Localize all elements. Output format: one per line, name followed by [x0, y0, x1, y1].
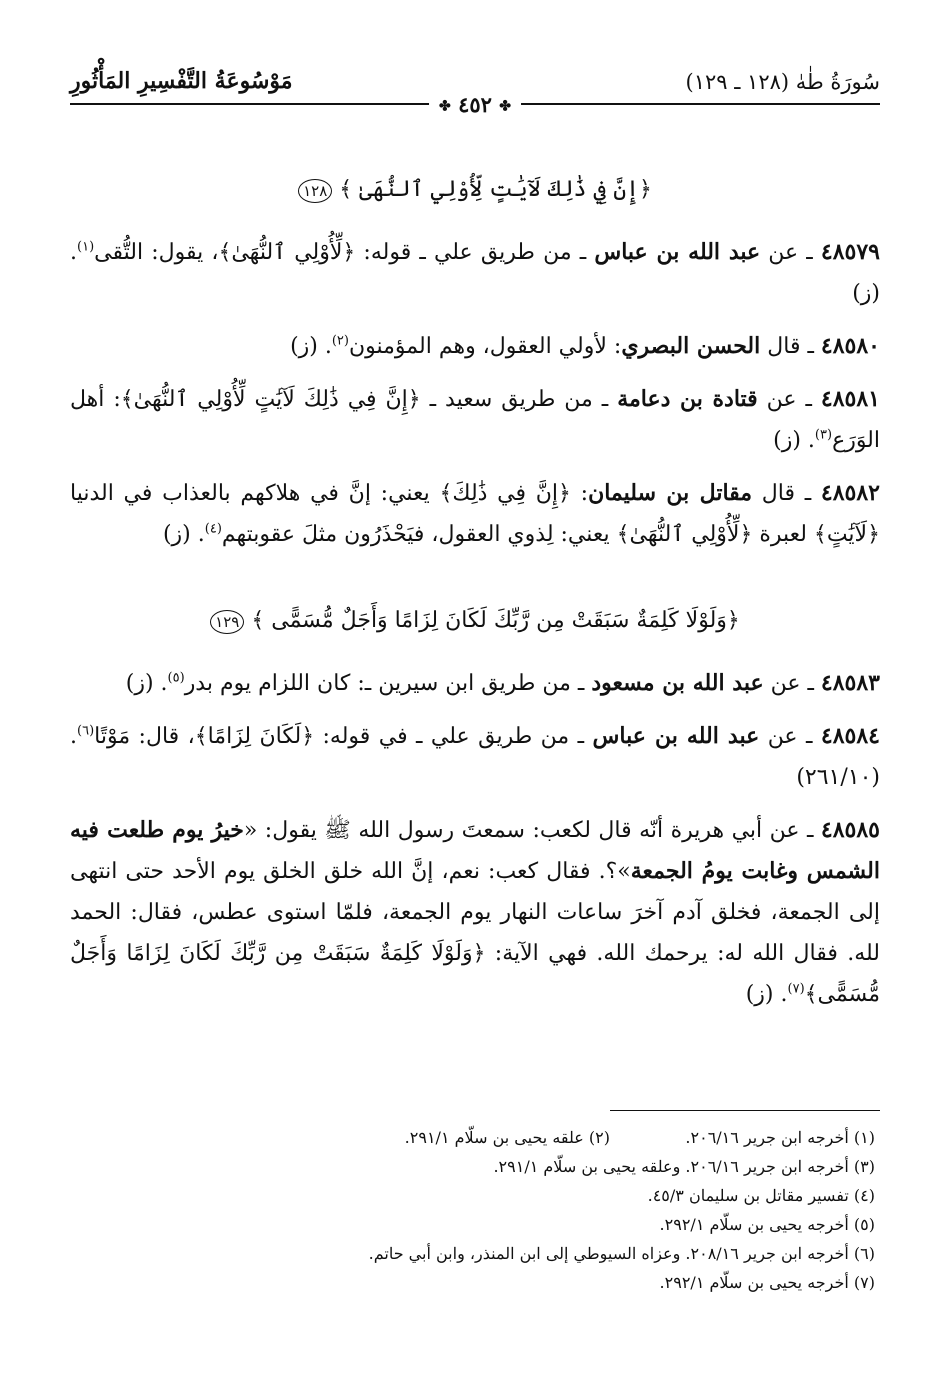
- entry: ٤٨٥٨٤ ـ عن عبد الله بن عباس ـ من طريق علي ـ في قوله: ﴿لَكَانَ لِزَامًا﴾، قال: مَوْتًا$^{(٦)}$. (٢٦١/١٠): [70, 723, 880, 790]
- entry: ٤٨٥٨١ ـ عن قتادة بن دعامة ـ من طريق سعيد ـ ﴿إِنَّ فِي ذَٰلِكَ لَآيَٰتٍ لِّأُوْلِي ٱلنُّهَىٰ﴾: أهل الوَرَع$^{(٣)}$. (ز): [70, 386, 880, 453]
- page-number-box: [429, 92, 521, 117]
- footnote-ref: (٦): [77, 723, 95, 739]
- footnote: (١) أخرجه ابن جرير ٢٠٦/١٦.: [685, 1128, 875, 1147]
- ayah-number: ١٢٨: [298, 179, 332, 203]
- page-number: ٤٥٢: [458, 92, 492, 117]
- book-title: مَوْسُوعَةُ التَّفْسِيرِ المَأْثُورِ: [70, 68, 293, 94]
- footnote-ref: (٢): [331, 333, 349, 349]
- entry: ٤٨٥٨٢ ـ قال مقاتل بن سليمان: ﴿إِنَّ فِي ذَٰلِكَ﴾ يعني: إنَّ في هلاكهم بالعذاب في الدنيا ﴿لَآيَٰتٍ﴾ لعبرة ﴿لِّأُوْلِي ٱلنُّهَىٰ﴾ يعني: لِذوي العقول، فيَحْذَرُون مثلَ عقوبتهم$^{(٤)}$. (ز): [70, 480, 880, 547]
- footnote: (٦) أخرجه ابن جرير ٢٠٨/١٦. وعزاه السيوطي إلى ابن المنذر، وابن أبي حاتم.: [368, 1244, 875, 1263]
- ayah-number: ١٢٩: [210, 610, 244, 634]
- ornament-icon: ✤: [439, 98, 451, 115]
- footnotes: [70, 1110, 880, 1297]
- verse-heading: ﴿وَلَوْلَا كَلِمَةٌ سَبَقَتْ مِن رَّبِّكَ لَكَانَ لِزَامًا وَأَجَلٌ مُّسَمًّى ﴾ ١٢٩: [70, 601, 880, 641]
- entry: ٤٨٥٨٠ ـ قال الحسن البصري: لأولي العقول، وهم المؤمنون$^{(٢)}$. (ز): [290, 333, 880, 359]
- entry: ٤٨٥٨٥ ـ عن أبي هريرة أنّه قال لكعب: سمعتَ رسول الله ﷺ يقول: «خيرُ يوم طلعت فيه الشمس وغابت يومُ الجمعة»؟. فقال كعب: نعم، إنَّ الله خلق الخلق يوم الأحد حتى انتهى إلى الجمعة، فخلق آدم آخرَ ساعات النهار يوم الجمعة، فلمّا استوى عطس، فقال: الحمد لله. فقال الله له: يرحمك الله. فهي الآية: ﴿وَلَوْلَا كَلِمَةٌ سَبَقَتْ مِن رَّبِّكَ لَكَانَ لِزَامًا وَأَجَلٌ مُّسَمًّى﴾$^{(٧)}$. (ز): [70, 817, 880, 1007]
- ornament-icon: ✤: [499, 98, 511, 115]
- surah-title: سُورَةُ طٰهٰ (١٢٨ ـ ١٢٩): [685, 70, 880, 94]
- footnote-ref: (٧): [787, 981, 805, 997]
- footnote-rule: [610, 1110, 880, 1111]
- footnote-ref: (١): [77, 239, 95, 255]
- footnote: (٢) علقه يحيى بن سلّام ٢٩١/١.: [404, 1128, 610, 1147]
- footnote: (٧) أخرجه يحيى بن سلّام ٢٩٢/١.: [659, 1273, 875, 1292]
- footnote-ref: (٤): [204, 521, 222, 537]
- footnote-ref: (٣): [814, 427, 833, 443]
- footnote: (٥) أخرجه يحيى بن سلّام ٢٩٢/١.: [659, 1215, 875, 1234]
- entry: ٤٨٥٧٩ ـ عن عبد الله بن عباس ـ من طريق علي ـ قوله: ﴿لِّأُوْلِي ٱلنُّهَىٰ﴾، يقول: التُّقى$^{(١)}$. (ز): [70, 239, 880, 306]
- running-header: [70, 58, 880, 118]
- entry: ٤٨٥٨٣ ـ عن عبد الله بن مسعود ـ من طريق ابن سيرين ـ: كان اللزام يوم بدر$^{(٥)}$. (ز): [125, 670, 880, 696]
- main-text: [70, 170, 880, 1027]
- verse-heading: ﴿إِنَّ فِي ذَٰلِكَ لَآيَٰتٍ لِّأُوْلِي ٱلنُّهَىٰ ﴾ ١٢٨: [70, 170, 880, 210]
- footnote: (٣) أخرجه ابن جرير ٢٠٦/١٦. وعلقه يحيى بن سلّام ٢٩١/١.: [493, 1157, 875, 1176]
- footnote: (٤) تفسير مقاتل بن سليمان ٤٥/٣.: [647, 1186, 875, 1205]
- footnote-ref: (٥): [167, 670, 185, 686]
